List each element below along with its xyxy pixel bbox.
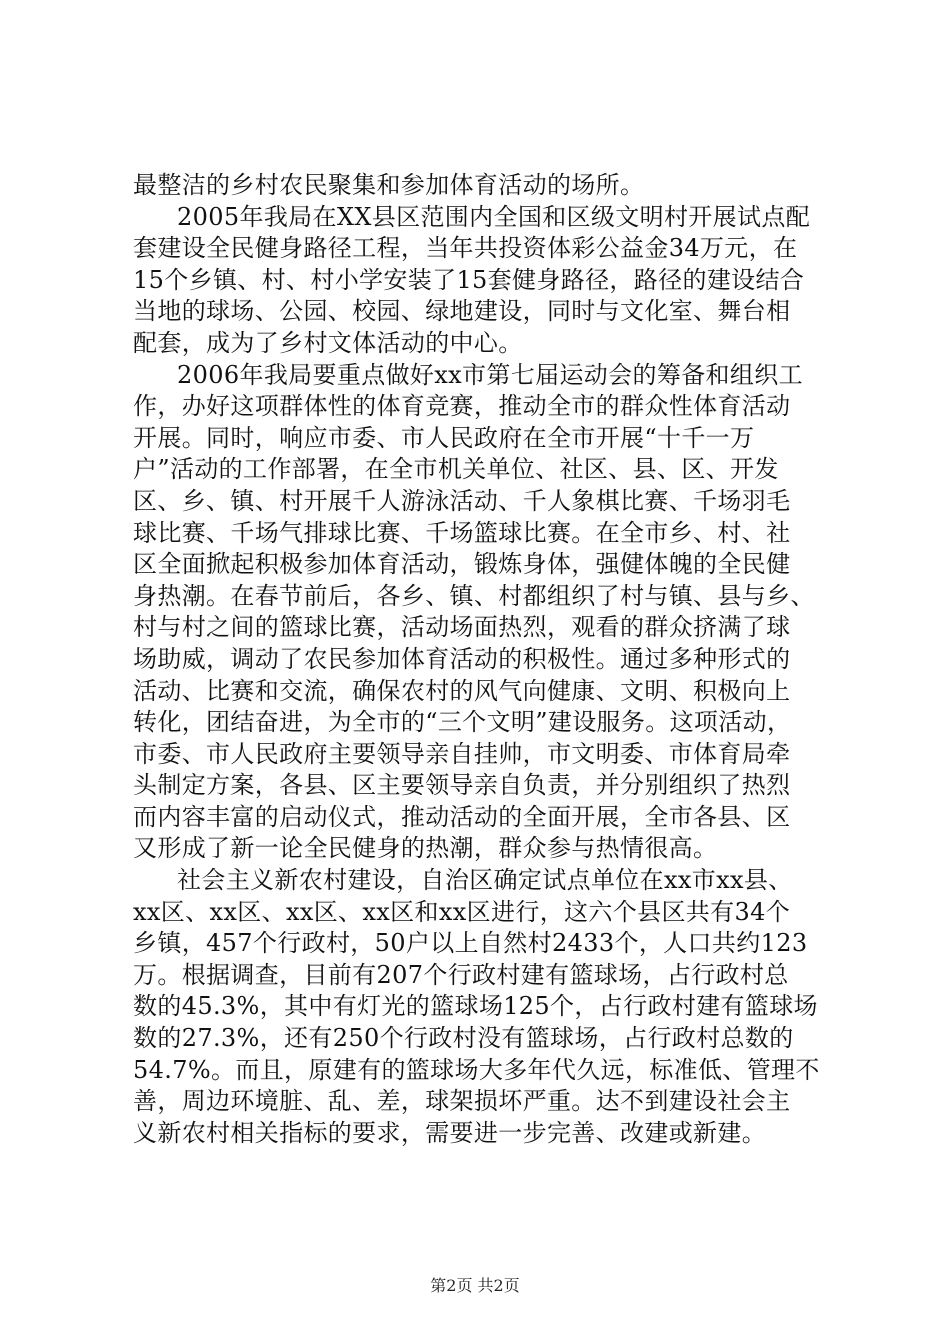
text-line: 54.7%。而且，原建有的篮球场大多年代久远，标准低、管理不 [133,1055,820,1084]
text-line: 市委、市人民政府主要领导亲自挂帅，市文明委、市体育局牵 [133,739,791,768]
text-line: 套建设全民健身路径工程，当年共投资体彩公益金34万元，在 [133,234,798,263]
text-line: 数的27.3%，还有250个行政村没有篮球场，占行政村总数的 [133,1024,794,1053]
text-line: 而内容丰富的启动仪式，推动活动的全面开展，全市各县、区 [133,802,791,831]
text-line: 乡镇，457个行政村，50户以上自然村2433个，人口共约123 [133,929,808,958]
text-line: 2006年我局要重点做好xx市第七届运动会的筹备和组织工 [177,360,803,389]
text-line: 村与村之间的篮球比赛，活动场面热烈，观看的群众挤满了球 [133,613,791,642]
text-line: 活动、比赛和交流，确保农村的风气向健康、文明、积极向上 [133,676,791,705]
text-line: 配套，成为了乡村文体活动的中心。 [133,328,523,357]
text-line: 又形成了新一论全民健身的热潮，群众参与热情很高。 [133,834,718,863]
paragraph [133,170,823,202]
text-line: xx区、xx区、xx区、xx区和xx区进行，这六个县区共有34个 [133,897,791,926]
text-line: 善，周边环境脏、乱、差，球架损坏严重。达不到建设社会主 [133,1087,791,1116]
text-line: 义新农村相关指标的要求，需要进一步完善、改建或新建。 [133,1118,767,1147]
text-line: 2005年我局在XX县区范围内全国和区级文明村开展试点配 [177,202,811,231]
text-line: 15个乡镇、村、村小学安装了15套健身路径，路径的建设结合 [133,265,805,294]
text-line: 最整洁的乡村农民聚集和参加体育活动的场所。 [133,171,645,199]
text-line: 数的45.3%，其中有灯光的篮球场125个，占行政村建有篮球场 [133,992,818,1021]
text-line: 当地的球场、公园、校园、绿地建设，同时与文化室、舞台相 [133,297,791,326]
text-line: 万。根据调查，目前有207个行政村建有篮球场，占行政村总 [133,960,789,989]
text-line: 区全面掀起积极参加体育活动，锻炼身体，强健体魄的全民健 [133,550,791,579]
text-line: 社会主义新农村建设，自治区确定试点单位在xx市xx县、 [177,866,793,895]
text-line: 场助威，调动了农民参加体育活动的积极性。通过多种形式的 [133,644,791,673]
paragraph [133,360,823,866]
text-line: 户”活动的工作部署，在全市机关单位、社区、县、区、开发 [133,455,779,484]
page-footer: 第2页 共2页 [430,1276,520,1295]
document-body [133,170,823,1149]
text-line: 头制定方案，各县、区主要领导亲自负责，并分别组织了热烈 [133,771,791,800]
text-line: 区、乡、镇、村开展千人游泳活动、千人象棋比赛、千场羽毛 [133,486,791,515]
text-line: 身热潮。在春节前后，各乡、镇、村都组织了村与镇、县与乡、 [133,581,815,610]
paragraph [133,202,823,360]
text-line: 作，办好这项群体性的体育竞赛，推动全市的群众性体育活动 [133,392,791,421]
text-line: 球比赛、千场气排球比赛、千场篮球比赛。在全市乡、村、社 [133,518,791,547]
paragraph [133,865,823,1149]
text-line: 开展。同时，响应市委、市人民政府在全市开展“十千一万 [133,423,755,452]
text-line: 转化，团结奋进，为全市的“三个文明”建设服务。这项活动， [133,708,792,737]
